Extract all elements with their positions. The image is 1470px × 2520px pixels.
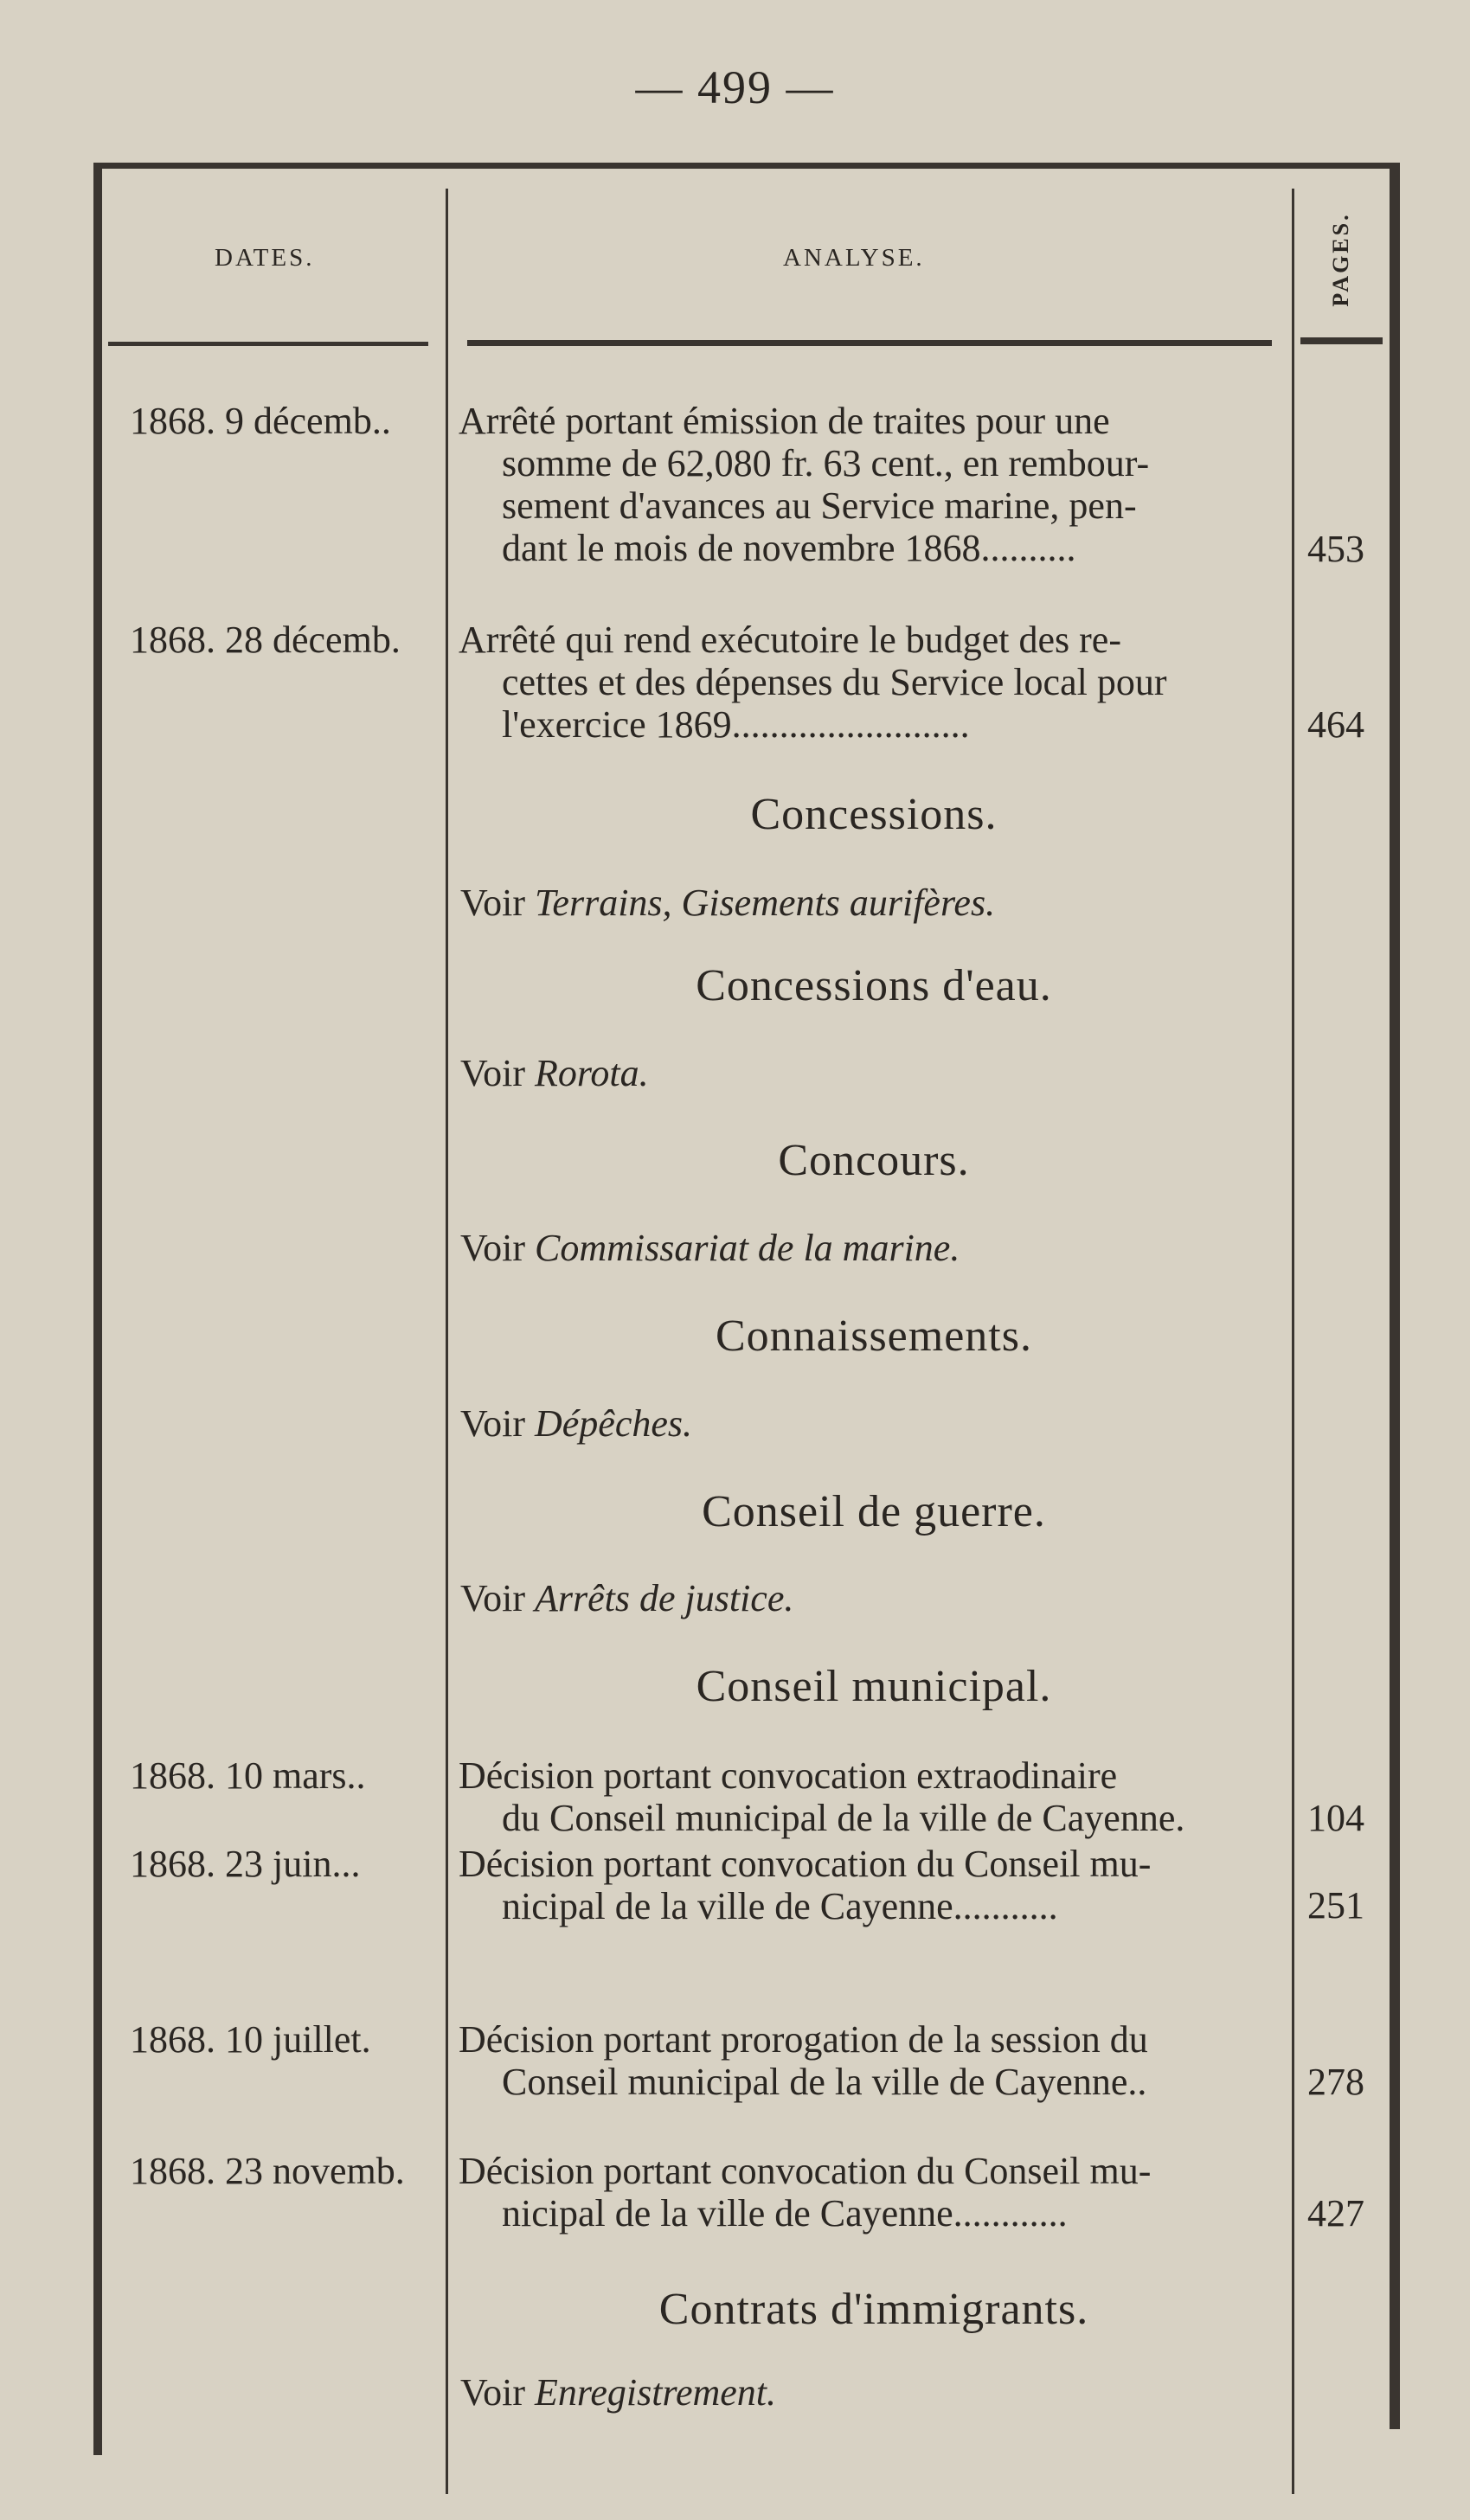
top-border bbox=[93, 163, 1400, 169]
entry-line: Décision portant convocation extraodinaire bbox=[459, 1754, 1118, 1797]
entry-line: nicipal de la ville de Cayenne............ bbox=[502, 2192, 1068, 2235]
entry-line: dant le mois de novembre 1868.......... bbox=[502, 527, 1076, 569]
see-also-reference bbox=[460, 1226, 960, 1270]
section-title: Concessions d'eau. bbox=[696, 961, 1052, 1010]
entry-line: Décision portant convocation du Conseil mu- bbox=[459, 1843, 1152, 1885]
entry-date: 1868. 10 juillet. bbox=[130, 2018, 371, 2061]
see-also-target: Dépêches. bbox=[534, 1402, 692, 1445]
see-also-reference bbox=[460, 2370, 776, 2414]
entry-line: nicipal de la ville de Cayenne........... bbox=[502, 1885, 1058, 1927]
pages-column-divider bbox=[1292, 189, 1294, 2494]
entry-date: 1868. 9 décemb.. bbox=[130, 400, 391, 442]
entry-analysis bbox=[459, 1754, 1281, 1839]
entry-line: Arrêté qui rend exécutoire le budget des re- bbox=[459, 619, 1121, 661]
see-also-label: Voir bbox=[460, 1577, 525, 1619]
entry-page-number: 453 bbox=[1307, 528, 1364, 570]
entry-line: cettes et des dépenses du Service local pour bbox=[502, 661, 1167, 703]
see-also-target: Rorota. bbox=[534, 1052, 649, 1094]
header-rule-dates bbox=[108, 342, 428, 346]
entry-page-number: 251 bbox=[1307, 1884, 1364, 1927]
section-title: Contrats d'immigrants. bbox=[658, 2285, 1089, 2334]
section-title: Connaissements. bbox=[716, 1311, 1032, 1361]
header-analyse: ANALYSE. bbox=[783, 244, 925, 272]
entry-page-number: 427 bbox=[1307, 2192, 1364, 2235]
right-border bbox=[1390, 163, 1400, 2429]
entry-line: Arrêté portant émission de traites pour une bbox=[459, 400, 1110, 442]
see-also-reference bbox=[460, 881, 995, 925]
left-border bbox=[93, 163, 102, 2455]
entry-line: du Conseil municipal de la ville de Cayenne. bbox=[502, 1797, 1185, 1839]
see-also-reference bbox=[460, 1401, 692, 1446]
see-also-label: Voir bbox=[460, 882, 525, 924]
section-title: Concours. bbox=[778, 1136, 970, 1185]
entry-date: 1868. 23 novemb. bbox=[130, 2150, 405, 2192]
entry-date: 1868. 23 juin... bbox=[130, 1843, 361, 1885]
see-also-target: Commissariat de la marine. bbox=[534, 1227, 960, 1269]
page-number: — 499 — bbox=[635, 61, 835, 113]
entry-line: Décision portant convocation du Conseil mu- bbox=[459, 2150, 1152, 2192]
entry-date: 1868. 10 mars.. bbox=[130, 1754, 366, 1797]
header-dates: DATES. bbox=[215, 244, 315, 272]
entry-line: somme de 62,080 fr. 63 cent., en rembour- bbox=[502, 442, 1150, 484]
section-title: Conseil municipal. bbox=[696, 1662, 1052, 1711]
see-also-label: Voir bbox=[460, 1227, 525, 1269]
see-also-label: Voir bbox=[460, 2371, 525, 2414]
see-also-reference bbox=[460, 1051, 649, 1095]
see-also-label: Voir bbox=[460, 1402, 525, 1445]
dates-column-divider bbox=[446, 189, 448, 2494]
entry-page-number: 464 bbox=[1307, 703, 1364, 746]
header-rule-pages bbox=[1300, 337, 1383, 344]
entry-line: sement d'avances au Service marine, pen- bbox=[502, 484, 1137, 527]
see-also-target: Terrains, Gisements aurifères. bbox=[534, 882, 996, 924]
see-also-reference bbox=[460, 1576, 793, 1620]
section-title: Conseil de guerre. bbox=[702, 1487, 1046, 1536]
header-rule-analyse bbox=[467, 340, 1272, 346]
entry-line: Décision portant prorogation de la session du bbox=[459, 2018, 1148, 2061]
entry-analysis bbox=[459, 2018, 1281, 2103]
header-pages: PAGES. bbox=[1328, 212, 1353, 307]
entry-analysis bbox=[459, 400, 1281, 569]
see-also-label: Voir bbox=[460, 1052, 525, 1094]
entry-analysis bbox=[459, 619, 1281, 746]
entry-line: l'exercice 1869......................... bbox=[502, 703, 970, 746]
entry-page-number: 278 bbox=[1307, 2061, 1364, 2103]
see-also-target: Enregistrement. bbox=[534, 2371, 777, 2414]
entry-date: 1868. 28 décemb. bbox=[130, 619, 401, 661]
entry-page-number: 104 bbox=[1307, 1797, 1364, 1839]
section-title: Concessions. bbox=[750, 790, 998, 839]
see-also-target: Arrêts de justice. bbox=[534, 1577, 794, 1619]
entry-analysis bbox=[459, 2150, 1281, 2235]
entry-line: Conseil municipal de la ville de Cayenne.. bbox=[502, 2061, 1147, 2103]
entry-analysis bbox=[459, 1843, 1281, 1927]
